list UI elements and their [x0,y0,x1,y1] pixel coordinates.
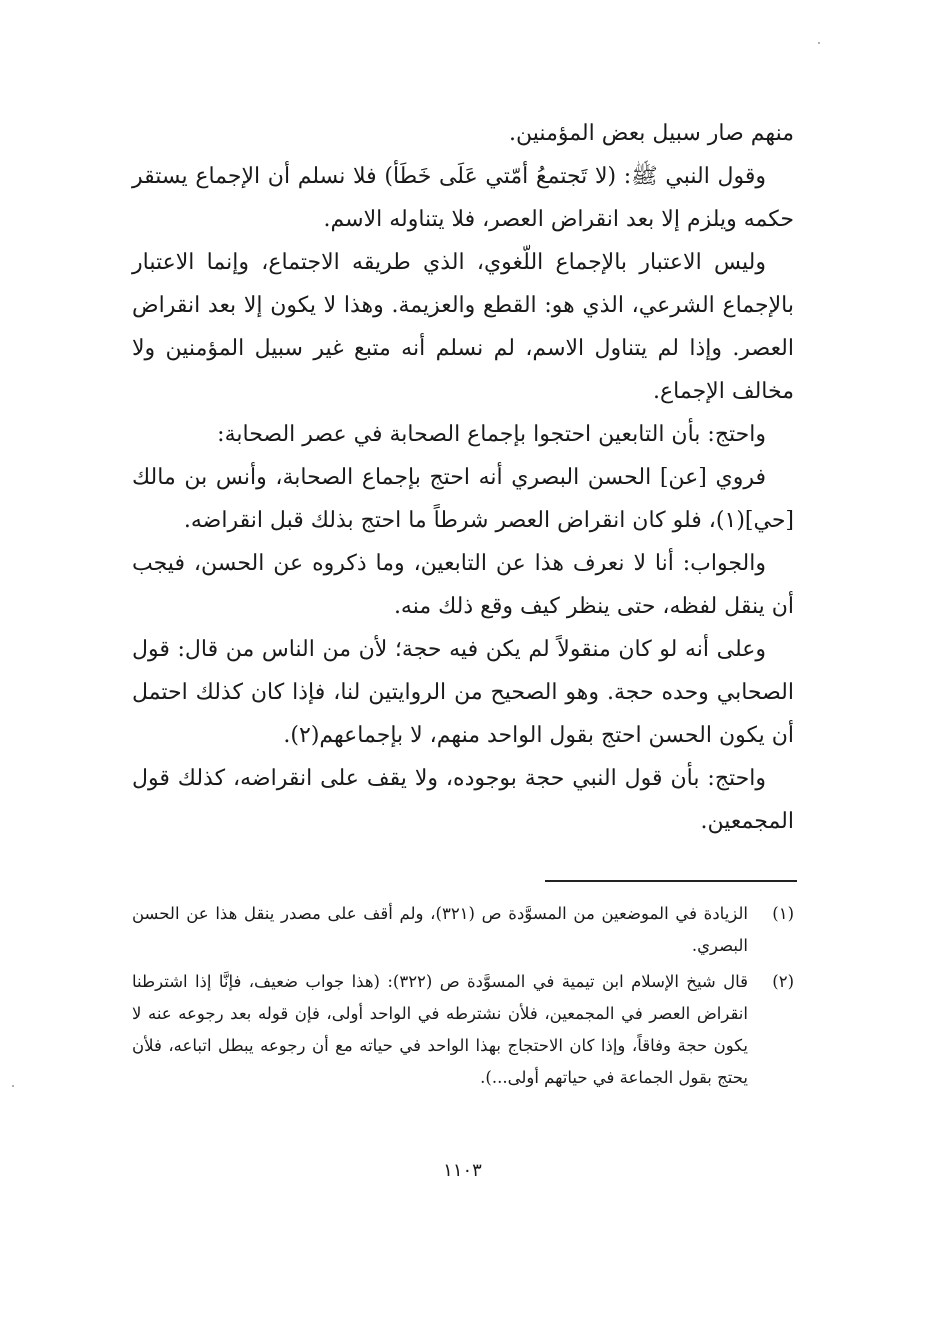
paragraph-7: وعلى أنه لو كان منقولاً لم يكن فيه حجة؛ لأن من الناس من قال: قول الصحابي وحده حجة. وهو الصحيح من الروايتين لنا، فإذا كان كذلك احتمل أن يكون الحسن احتج بقول الواحد منهم، لا بإجماعهم(٢). [132,637,794,748]
footnote-2 [132,966,794,1094]
paragraph-8: واحتج: بأن قول النبي حجة بوجوده، ولا يقف على انقراضه، كذلك قول المجمعين. [132,766,794,834]
scan-speck [818,42,820,44]
footnotes [132,898,794,1098]
footnote-text: الزيادة في الموضعين من المسوَّدة ص (٣٢١)، ولم أقف على مصدر ينقل هذا عن الحسن البصري. [132,904,748,955]
footnote-divider [545,880,797,882]
scan-speck [12,1085,14,1087]
footnote-number: (٢) [772,972,794,991]
paragraph-6: والجواب: أنا لا نعرف هذا عن التابعين، وما ذكروه عن الحسن، فيجب أن ينقل لفظه، حتى ينظر كيف وقع ذلك منه. [132,551,794,619]
footnote-text: قال شيخ الإسلام ابن تيمية في المسوَّدة ص (٣٢٢): (هذا جواب ضعيف، فإنَّا إذا اشترطنا انقراض العصر في المجمعين، فلأن نشترطه في الواحد أولى، فإن قوله بعد رجوعه عنه لا يكون حجة وفاقاً، وإذا كان الاحتجاج بهذا الواحد في حياته مع أن رجوعه يبطل اتباعه، فلأن يحتج بقول الجماعة في حياتهم أولى...). [132,972,748,1087]
paragraph-4: واحتج: بأن التابعين احتجوا بإجماع الصحابة في عصر الصحابة: [217,422,766,447]
paragraph-1: منهم صار سبيل بعض المؤمنين. [509,121,794,146]
page-number: ١١٠٣ [443,1160,482,1181]
footnote-1 [132,898,794,962]
paragraph-2: وقول النبي ﷺ: (لا تَجتمعُ أمّتي عَلَى خَطَأ) فلا نسلم أن الإجماع يستقر حكمه ويلزم إلا بعد انقراض العصر، فلا يتناوله الاسم. [132,164,794,232]
main-text [132,112,794,843]
paragraph-3: وليس الاعتبار بالإجماع اللّغوي، الذي طريقه الاجتماع، وإنما الاعتبار بالإجماع الشرعي، الذي هو: القطع والعزيمة. وهذا لا يكون إلا بعد انقراض العصر. وإذا لم يتناول الاسم، لم نسلم أنه متبع غير سبيل المؤمنين ولا مخالف الإجماع. [132,250,794,404]
footnote-number: (١) [772,904,794,923]
paragraph-5: فروي [عن] الحسن البصري أنه احتج بإجماع الصحابة، وأنس بن مالك [حي](١)، فلو كان انقراض العصر شرطاً ما احتج بذلك قبل انقراضه. [132,465,794,533]
